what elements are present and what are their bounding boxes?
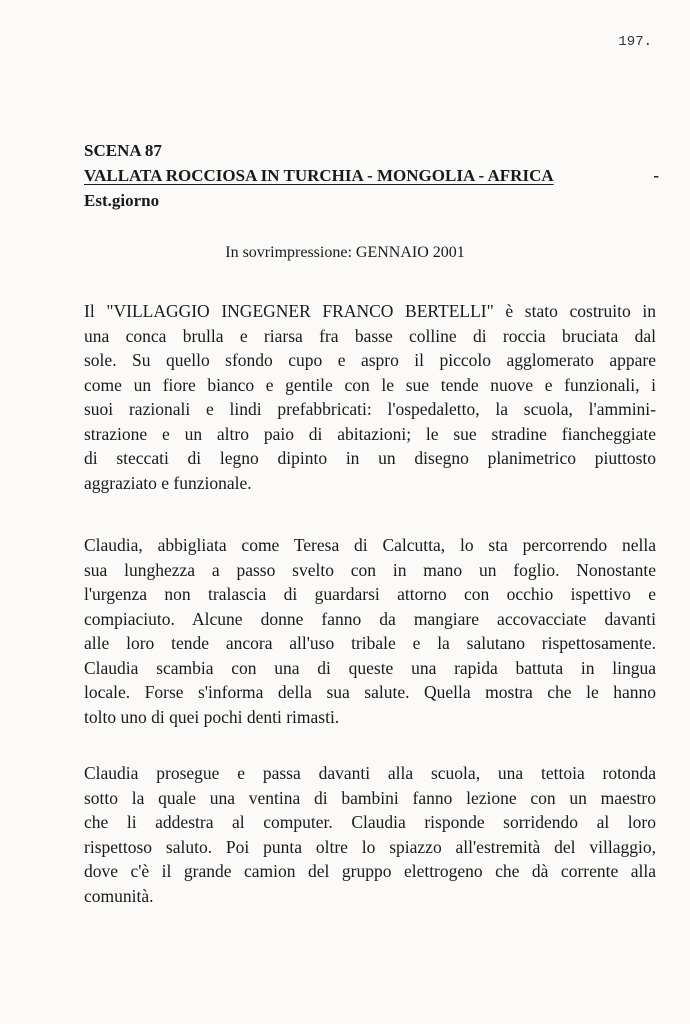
scene-time: Est.giorno bbox=[84, 191, 160, 210]
scene-location-text: VALLATA ROCCIOSA IN TURCHIA - MONGOLIA - AFRICA bbox=[84, 166, 554, 185]
text-line: sua lunghezza a passo svelto con in mano un foglio. Nonostante bbox=[84, 559, 656, 580]
text-line: rispettoso saluto. Poi punta oltre lo spiazzo all'estremità del villaggio, bbox=[84, 836, 656, 857]
scene-location bbox=[84, 166, 659, 186]
overlay-caption: In sovrimpressione: GENNAIO 2001 bbox=[225, 244, 465, 261]
text-line: sole. Su quello sfondo cupo e aspro il piccolo agglomerato appare bbox=[84, 350, 656, 370]
text-line: dove c'è il grande camion del gruppo elettrogeno che dà corrente alla bbox=[84, 861, 656, 881]
text-line: Claudia, abbigliata come Teresa di Calcutta, lo sta percorrendo nella bbox=[84, 535, 656, 555]
paragraph-1 bbox=[84, 299, 656, 495]
text-line: l'urgenza non tralascia di guardarsi attorno con occhio ispettivo e bbox=[84, 584, 656, 604]
text-line: che li addestra al computer. Claudia risponde sorridendo al loro bbox=[84, 812, 656, 832]
scene-dash: - bbox=[653, 166, 659, 185]
text-line: Il "VILLAGGIO INGEGNER FRANCO BERTELLI" è stato costruito in bbox=[84, 301, 656, 321]
text-line: Claudia scambia con una di queste una rapida battuta in lingua bbox=[84, 657, 656, 678]
paragraph-3 bbox=[84, 761, 656, 908]
text-line: aggraziato e funzionale. bbox=[84, 472, 252, 493]
text-line: come un fiore bianco e gentile con le sue tende nuove e funzionali, i bbox=[84, 374, 656, 395]
text-line: Claudia prosegue e passa davanti alla scuola, una tettoia rotonda bbox=[84, 763, 656, 783]
text-line: compiaciuto. Alcune donne fanno da mangiare accovacciate davanti bbox=[84, 608, 656, 629]
text-line: una conca brulla e riarsa fra basse colline di roccia bruciata dal bbox=[84, 325, 656, 346]
paragraph-2 bbox=[84, 533, 656, 729]
text-line: locale. Forse s'informa della sua salute. Quella mostra che le hanno bbox=[84, 682, 656, 702]
text-line: comunità. bbox=[84, 885, 154, 906]
text-line: tolto uno di quei pochi denti rimasti. bbox=[84, 706, 340, 727]
page-number: 197. bbox=[618, 34, 652, 50]
text-line: suoi razionali e lindi prefabbricati: l'ospedaletto, la scuola, l'ammini- bbox=[84, 399, 656, 419]
text-line: di steccati di legno dipinto in un disegno planimetrico piuttosto bbox=[84, 448, 656, 468]
text-line: alle loro tende ancora all'uso tribale e la salutano rispettosamente. bbox=[84, 633, 656, 653]
text-line: sotto la quale una ventina di bambini fanno lezione con un maestro bbox=[84, 787, 656, 808]
text-line: strazione e un altro paio di abitazioni; le sue stradine fiancheggiate bbox=[84, 423, 656, 444]
scene-number: SCENA 87 bbox=[84, 141, 162, 160]
